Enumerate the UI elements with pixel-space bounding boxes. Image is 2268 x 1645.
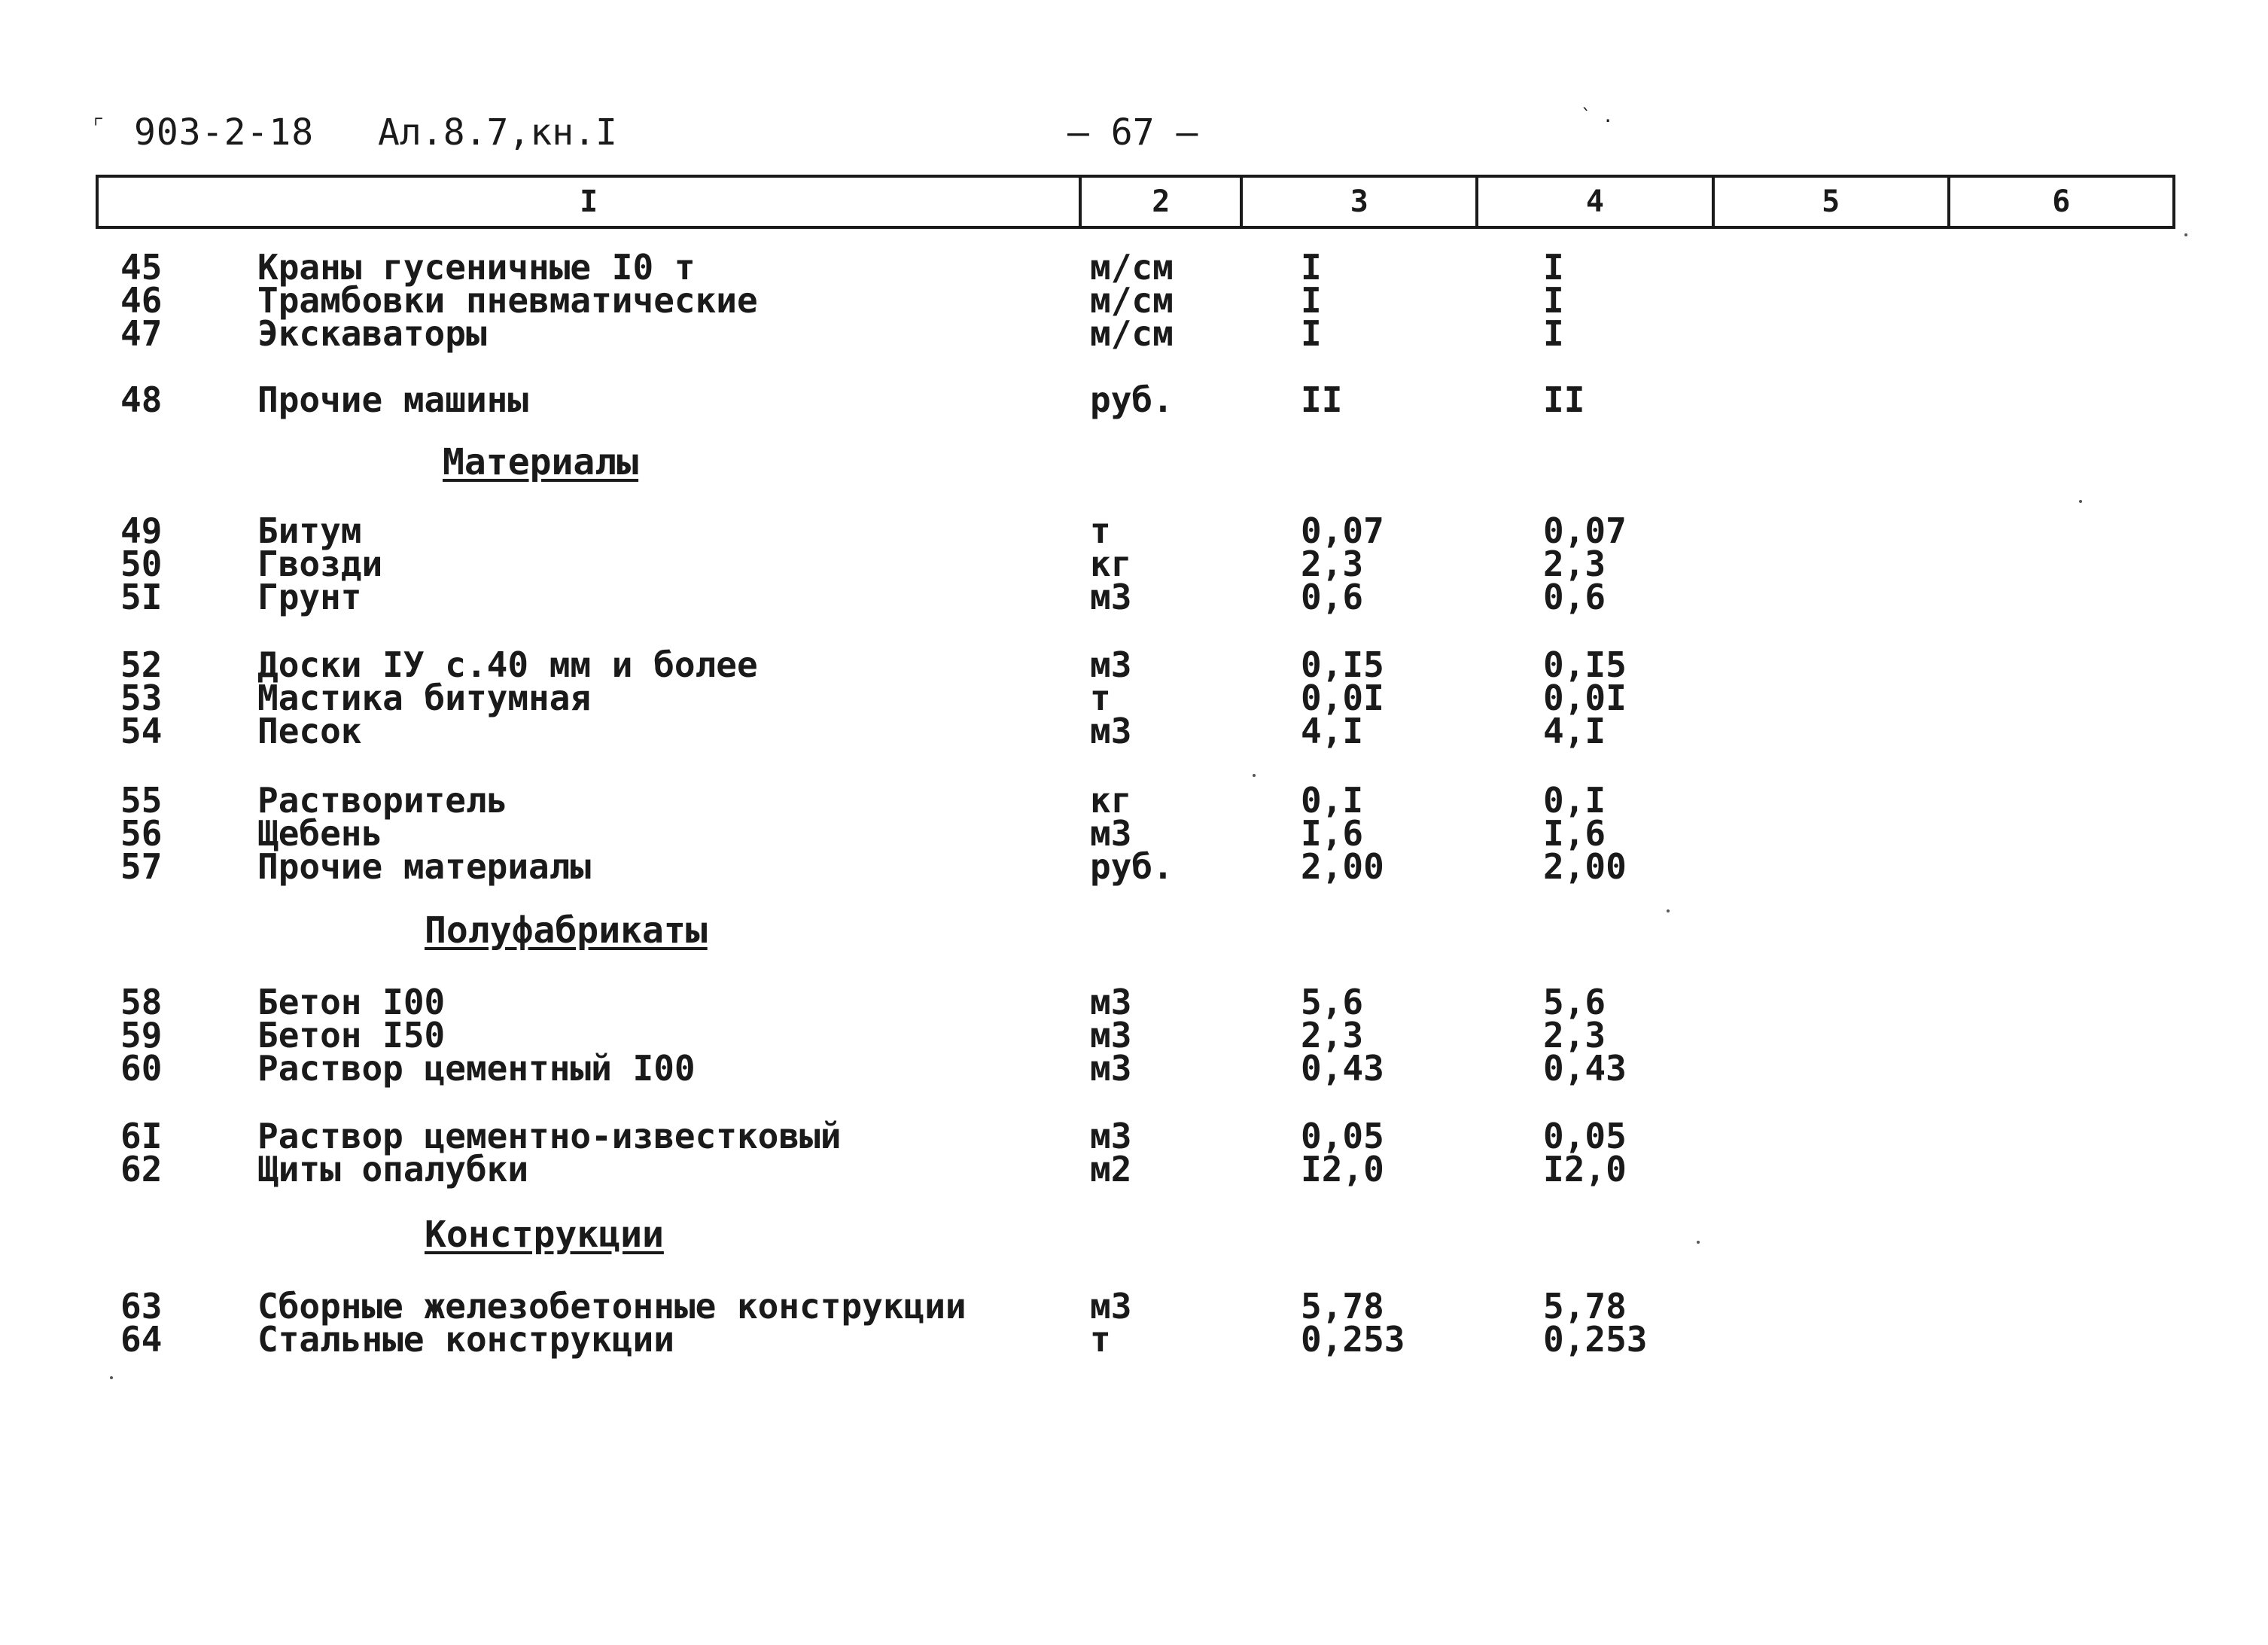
row-number: 56 [120, 813, 163, 854]
row-name: Прочие машины [257, 379, 529, 420]
row-value-col3: 0,43 [1301, 1048, 1384, 1089]
column-header-5: 5 [1715, 178, 1950, 226]
row-number: 58 [120, 982, 163, 1022]
row-value-col4: 0,43 [1543, 1048, 1627, 1089]
row-value-col4: 0,07 [1543, 510, 1627, 551]
scan-speck [2079, 500, 2082, 503]
row-number: 60 [120, 1048, 163, 1089]
row-unit: м3 [1090, 1015, 1132, 1056]
row-value-col3: 2,3 [1301, 1015, 1364, 1056]
column-header-2: 2 [1082, 178, 1243, 226]
row-value-col4: I [1543, 313, 1564, 354]
row-name: Стальные конструкции [257, 1319, 674, 1360]
row-unit: м3 [1090, 1286, 1132, 1327]
column-header-3: 3 [1243, 178, 1478, 226]
row-value-col4: 5,6 [1543, 982, 1606, 1022]
row-name: Бетон I00 [257, 982, 446, 1022]
row-value-col3: 5,78 [1301, 1286, 1384, 1327]
doc-number: 903-2-18 [134, 111, 315, 154]
row-unit: м2 [1090, 1149, 1132, 1190]
row-number: 64 [120, 1319, 163, 1360]
row-name: Доски IУ с.40 мм и более [257, 644, 758, 685]
row-number: 59 [120, 1015, 163, 1056]
scan-speck [110, 1376, 113, 1379]
row-unit: т [1090, 1319, 1111, 1360]
row-unit: руб. [1090, 379, 1174, 420]
row-value-col3: 0,07 [1301, 510, 1384, 551]
row-number: 52 [120, 644, 163, 685]
row-value-col3: I2,0 [1301, 1149, 1384, 1190]
row-unit: кг [1090, 544, 1132, 584]
table-row [0, 1319, 2268, 1360]
row-unit: м3 [1090, 982, 1132, 1022]
row-value-col3: I,6 [1301, 813, 1364, 854]
column-header-1: I [99, 178, 1082, 226]
row-name: Песок [257, 711, 362, 751]
row-unit: м3 [1090, 711, 1132, 751]
row-value-col4: I [1543, 280, 1564, 321]
row-value-col4: I [1543, 247, 1564, 288]
row-number: 48 [120, 379, 163, 420]
row-number: 49 [120, 510, 163, 551]
row-name: Грунт [257, 577, 362, 617]
table-row [0, 379, 2268, 420]
row-value-col3: 2,00 [1301, 846, 1384, 887]
column-header-6: 6 [2052, 184, 2071, 219]
row-value-col3: I [1301, 280, 1322, 321]
row-unit: м3 [1090, 1116, 1132, 1156]
row-value-col4: 2,3 [1543, 544, 1606, 584]
row-number: 53 [120, 678, 163, 718]
row-value-col3: 0,05 [1301, 1116, 1384, 1156]
row-value-col4: 0,I [1543, 780, 1606, 821]
row-value-col3: 0,253 [1301, 1319, 1405, 1360]
row-unit: м/см [1090, 247, 1174, 288]
section-title-constructions: Конструкции [425, 1214, 664, 1256]
row-number: 54 [120, 711, 163, 751]
row-value-col3: II [1301, 379, 1343, 420]
row-unit: м3 [1090, 644, 1132, 685]
scan-speck [2184, 233, 2187, 236]
row-unit: м3 [1090, 1048, 1132, 1089]
row-value-col4: 4,I [1543, 711, 1606, 751]
row-number: 57 [120, 846, 163, 887]
row-value-col4: I2,0 [1543, 1149, 1627, 1190]
section-title-materials: Материалы [443, 441, 639, 483]
scan-speck [1697, 1241, 1700, 1244]
table-row [0, 711, 2268, 751]
row-name: Трамбовки пневматические [257, 280, 758, 321]
table-row [0, 846, 2268, 887]
table-row [0, 313, 2268, 354]
row-value-col3: I [1301, 313, 1322, 354]
row-value-col3: 0,6 [1301, 577, 1364, 617]
row-unit: м/см [1090, 313, 1174, 354]
row-value-col4: 0,0I [1543, 678, 1627, 718]
row-value-col3: 2,3 [1301, 544, 1364, 584]
column-header-4: 4 [1478, 178, 1714, 226]
row-number: 5I [120, 577, 163, 617]
row-unit: руб. [1090, 846, 1174, 887]
album-reference: Ал.8.7,кн.I [378, 111, 617, 154]
row-value-col4: 0,6 [1543, 577, 1606, 617]
row-value-col4: 0,253 [1543, 1319, 1648, 1360]
row-name: Экскаваторы [257, 313, 487, 354]
row-value-col3: 4,I [1301, 711, 1364, 751]
row-name: Битум [257, 510, 362, 551]
row-name: Щебень [257, 813, 383, 854]
row-name: Растворитель [257, 780, 508, 821]
row-name: Мастика битумная [257, 678, 592, 718]
row-unit: м/см [1090, 280, 1174, 321]
table-row [0, 1048, 2268, 1089]
row-name: Гвозди [257, 544, 383, 584]
row-value-col4: 2,3 [1543, 1015, 1606, 1056]
row-number: 50 [120, 544, 163, 584]
row-value-col4: II [1543, 379, 1585, 420]
row-value-col3: 0,0I [1301, 678, 1384, 718]
row-value-col3: 0,I [1301, 780, 1364, 821]
row-name: Краны гусеничные I0 т [257, 247, 696, 288]
table-row [0, 577, 2268, 617]
row-unit: м3 [1090, 577, 1132, 617]
row-number: 62 [120, 1149, 163, 1190]
row-unit: т [1090, 678, 1111, 718]
page-number: — 67 — [1067, 111, 1198, 154]
row-number: 55 [120, 780, 163, 821]
scan-speck [1667, 909, 1670, 912]
row-name: Бетон I50 [257, 1015, 446, 1056]
row-value-col4: 0,I5 [1543, 644, 1627, 685]
row-unit: кг [1090, 780, 1132, 821]
row-name: Щиты опалубки [257, 1149, 529, 1190]
row-name: Раствор цементно-известковый [257, 1116, 842, 1156]
row-unit: т [1090, 510, 1111, 551]
scan-speck [1253, 774, 1256, 777]
row-unit: м3 [1090, 813, 1132, 854]
column-header-row [96, 175, 2175, 229]
row-value-col4: 5,78 [1543, 1286, 1627, 1327]
row-number: 6I [120, 1116, 163, 1156]
row-value-col3: 5,6 [1301, 982, 1364, 1022]
scan-mark: ` . [1581, 105, 1614, 126]
row-number: 45 [120, 247, 163, 288]
row-value-col3: I [1301, 247, 1322, 288]
row-number: 47 [120, 313, 163, 354]
row-value-col3: 0,I5 [1301, 644, 1384, 685]
row-number: 46 [120, 280, 163, 321]
section-title-semi-finished: Полуфабрикаты [425, 909, 708, 952]
row-name: Раствор цементный I00 [257, 1048, 696, 1089]
row-name: Прочие материалы [257, 846, 592, 887]
row-value-col4: 0,05 [1543, 1116, 1627, 1156]
row-value-col4: I,6 [1543, 813, 1606, 854]
corner-mark: ⌜ [92, 113, 106, 139]
row-value-col4: 2,00 [1543, 846, 1627, 887]
row-name: Сборные железобетонные конструкции [257, 1286, 967, 1327]
table-row [0, 1149, 2268, 1190]
row-number: 63 [120, 1286, 163, 1327]
